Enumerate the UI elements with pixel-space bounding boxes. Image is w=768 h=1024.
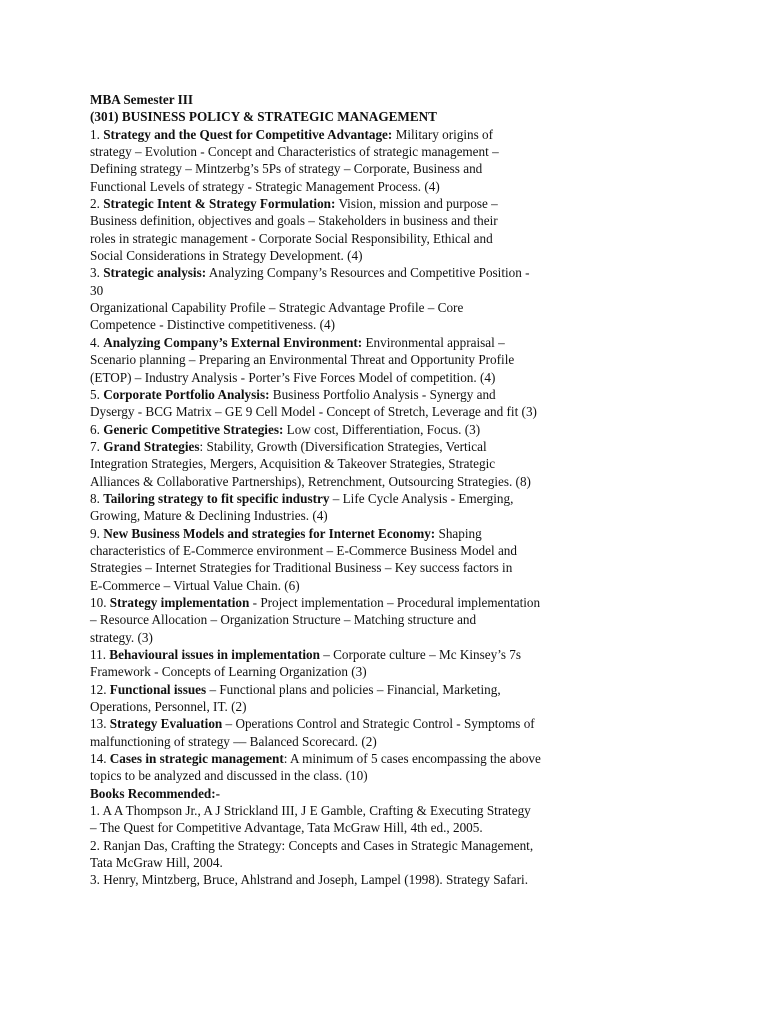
topic-1-line-3: Defining strategy – Mintzerbg’s 5Ps of strategy – Corporate, Business and bbox=[90, 161, 483, 177]
course-title: (301) BUSINESS POLICY & STRATEGIC MANAGEMENT bbox=[90, 109, 437, 125]
topic-3-line-3: Organizational Capability Profile – Strategic Advantage Profile – Core bbox=[90, 300, 464, 316]
topic-9-line-3: Strategies – Internet Strategies for Traditional Business – Key success factors in bbox=[90, 560, 513, 576]
book-line-1: 1. A A Thompson Jr., A J Strickland III, J E Gamble, Crafting & Executing Strategy bbox=[90, 803, 531, 819]
topic-number: 12. bbox=[90, 681, 107, 697]
topic-13-line-2: malfunctioning of strategy –– Balanced Scorecard. (2) bbox=[90, 733, 377, 749]
topic-1-line-4: Functional Levels of strategy - Strategic Management Process. (4) bbox=[90, 178, 440, 194]
topic-number: 2. bbox=[90, 196, 100, 212]
topic-number: 8. bbox=[90, 490, 100, 506]
topic-text: Vision, mission and purpose – bbox=[335, 196, 498, 212]
topic-10-line-3: strategy. (3) bbox=[90, 629, 153, 645]
topic-text: – Corporate culture – Mc Kinsey’s 7s bbox=[319, 647, 522, 662]
topic-title: Tailoring strategy to fit specific industry bbox=[103, 490, 330, 506]
topic-title: Corporate Portfolio Analysis: bbox=[103, 386, 270, 402]
topic-title: Strategic Intent & Strategy Formulation: bbox=[103, 196, 336, 212]
topic-title: Strategy Evaluation bbox=[109, 716, 223, 732]
topic-title: Analyzing Company’s External Environment: bbox=[103, 334, 363, 350]
topic-title: Generic Competitive Strategies: bbox=[103, 421, 284, 437]
topic-number: 6. bbox=[90, 421, 100, 437]
topic-4-line-2: Scenario planning – Preparing an Environmental Threat and Opportunity Profile bbox=[90, 352, 515, 368]
topic-text: Analyzing Company’s Resources and Competitive Position - bbox=[206, 265, 530, 281]
topic-2-line-2: Business definition, objectives and goals – Stakeholders in business and their bbox=[90, 213, 498, 229]
topic-text: : A minimum of 5 cases encompassing the above bbox=[283, 751, 541, 767]
topic-title: Cases in strategic management bbox=[109, 751, 284, 767]
topic-4-line-1 bbox=[90, 334, 620, 351]
topic-title: Strategy and the Quest for Competitive Advantage: bbox=[103, 126, 393, 142]
topic-9-line-1 bbox=[90, 525, 620, 542]
syllabus-content bbox=[90, 91, 620, 889]
topic-6-line-1 bbox=[90, 421, 620, 438]
topic-2-line-3: roles in strategic management - Corporate Social Responsibility, Ethical and bbox=[90, 230, 493, 246]
topic-number: 3. bbox=[90, 265, 100, 281]
topic-12-line-2: Operations, Personnel, IT. (2) bbox=[90, 699, 247, 715]
topic-8-line-2: Growing, Mature & Declining Industries. (4) bbox=[90, 508, 328, 524]
topic-number: 10. bbox=[90, 594, 107, 610]
topic-number: 14. bbox=[90, 751, 107, 767]
topic-3-line-1 bbox=[90, 264, 620, 281]
book-line-2: – The Quest for Competitive Advantage, Tata McGraw Hill, 4th ed., 2005. bbox=[90, 820, 483, 836]
topic-text: Military origins of bbox=[392, 126, 494, 142]
topic-13-line-1 bbox=[90, 715, 620, 732]
book-line-3: 2. Ranjan Das, Crafting the Strategy: Concepts and Cases in Strategic Management, bbox=[90, 837, 534, 853]
topic-text: : Stability, Growth (Diversification Strategies, Vertical bbox=[199, 438, 487, 454]
topic-text: Environmental appraisal – bbox=[362, 334, 505, 350]
topic-10-line-1 bbox=[90, 594, 620, 611]
topic-5-line-2: Dysergy - BCG Matrix – GE 9 Cell Model - Concept of Stretch, Leverage and fit (3) bbox=[90, 404, 537, 420]
book-line-5: 3. Henry, Mintzberg, Bruce, Ahlstrand and Joseph, Lampel (1998). Strategy Safari. bbox=[90, 872, 529, 888]
topic-7-line-1 bbox=[90, 438, 620, 455]
topic-7-line-3: Alliances & Collaborative Partnerships), Retrenchment, Outsourcing Strategies. (8) bbox=[90, 473, 531, 489]
topic-text: Shaping bbox=[435, 525, 482, 541]
topic-text: Business Portfolio Analysis - Synergy and bbox=[269, 386, 496, 402]
books-heading: Books Recommended:- bbox=[90, 785, 221, 801]
topic-number: 5. bbox=[90, 386, 100, 402]
topic-10-line-2: – Resource Allocation – Organization Structure – Matching structure and bbox=[90, 612, 477, 628]
topic-number: 11. bbox=[90, 647, 106, 662]
topic-1-line-1 bbox=[90, 126, 620, 143]
topic-2-line-4: Social Considerations in Strategy Development. (4) bbox=[90, 248, 363, 264]
topic-title: Behavioural issues in implementation bbox=[109, 647, 320, 662]
topic-number: 13. bbox=[90, 716, 107, 732]
topic-number: 4. bbox=[90, 334, 100, 350]
topic-text: Low cost, Differentiation, Focus. (3) bbox=[283, 421, 481, 437]
topic-1-line-2: strategy – Evolution - Concept and Characteristics of strategic management – bbox=[90, 144, 499, 160]
topic-3-line-2: 30 bbox=[90, 282, 104, 298]
topic-number: 7. bbox=[90, 438, 100, 454]
topic-8-line-1 bbox=[90, 490, 620, 507]
topic-11-line-1 bbox=[90, 646, 620, 663]
topic-number: 1. bbox=[90, 126, 100, 142]
topic-text: – Operations Control and Strategic Control - Symptoms of bbox=[222, 716, 535, 732]
topic-title: Strategy implementation bbox=[109, 594, 250, 610]
book-line-4: Tata McGraw Hill, 2004. bbox=[90, 855, 223, 871]
topic-14-line-1 bbox=[90, 750, 620, 767]
topic-text: - Project implementation – Procedural implementation bbox=[249, 594, 541, 610]
topic-12-line-1 bbox=[90, 681, 620, 698]
topic-text: – Functional plans and policies – Financial, Marketing, bbox=[206, 681, 501, 697]
topic-5-line-1 bbox=[90, 386, 620, 403]
topic-2-line-1 bbox=[90, 195, 620, 212]
topic-title: Strategic analysis: bbox=[103, 265, 207, 281]
topic-11-line-2: Framework - Concepts of Learning Organization (3) bbox=[90, 664, 367, 680]
topic-14-line-2: topics to be analyzed and discussed in the class. (10) bbox=[90, 768, 368, 784]
topic-title: Functional issues bbox=[109, 681, 207, 697]
topic-text: – Life Cycle Analysis - Emerging, bbox=[329, 490, 514, 506]
topic-4-line-3: (ETOP) – Industry Analysis - Porter’s Five Forces Model of competition. (4) bbox=[90, 369, 496, 385]
topic-7-line-2: Integration Strategies, Mergers, Acquisition & Takeover Strategies, Strategic bbox=[90, 456, 496, 472]
topic-title: Grand Strategies bbox=[103, 438, 200, 454]
topic-9-line-4: E-Commerce – Virtual Value Chain. (6) bbox=[90, 577, 300, 593]
topic-9-line-2: characteristics of E-Commerce environment – E-Commerce Business Model and bbox=[90, 542, 517, 558]
topic-number: 9. bbox=[90, 525, 100, 541]
topic-3-line-4: Competence - Distinctive competitiveness. (4) bbox=[90, 317, 335, 333]
topic-title: New Business Models and strategies for Internet Economy: bbox=[103, 525, 436, 541]
semester-heading: MBA Semester III bbox=[90, 92, 194, 107]
